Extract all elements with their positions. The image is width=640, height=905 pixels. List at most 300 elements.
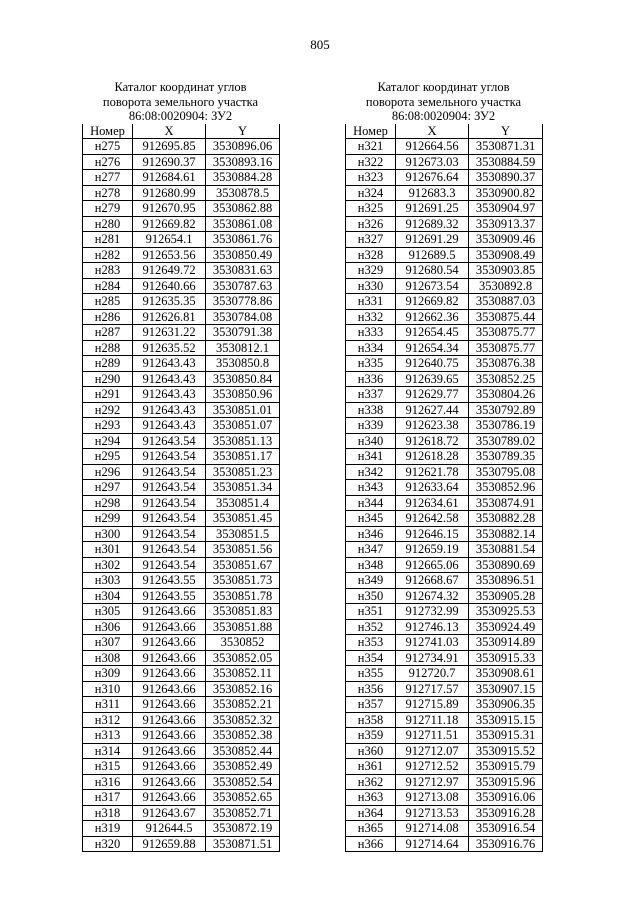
table-row bbox=[83, 681, 280, 697]
x-coordinate-cell: 912626.81 bbox=[133, 309, 206, 325]
table-row bbox=[346, 542, 543, 558]
point-number-cell: н357 bbox=[346, 697, 396, 713]
table-row bbox=[83, 387, 280, 403]
x-coordinate-cell: 912659.88 bbox=[133, 836, 206, 852]
y-coordinate-cell: 3530851.13 bbox=[206, 433, 280, 449]
table-row bbox=[83, 542, 280, 558]
x-coordinate-cell: 912640.66 bbox=[133, 278, 206, 294]
y-coordinate-cell: 3530852.71 bbox=[206, 805, 280, 821]
x-coordinate-cell: 912712.97 bbox=[396, 774, 469, 790]
y-coordinate-cell: 3530851.45 bbox=[206, 511, 280, 527]
y-coordinate-cell: 3530851.34 bbox=[206, 480, 280, 496]
point-number-cell: н318 bbox=[83, 805, 133, 821]
point-number-cell: н278 bbox=[83, 185, 133, 201]
table-row bbox=[346, 263, 543, 279]
table-row bbox=[346, 728, 543, 744]
table-row bbox=[346, 604, 543, 620]
table-row bbox=[346, 743, 543, 759]
point-number-cell: н339 bbox=[346, 418, 396, 434]
y-coordinate-cell: 3530909.46 bbox=[469, 232, 543, 248]
y-coordinate-cell: 3530851.67 bbox=[206, 557, 280, 573]
x-coordinate-cell: 912643.54 bbox=[133, 511, 206, 527]
y-coordinate-cell: 3530786.19 bbox=[469, 418, 543, 434]
table-row bbox=[346, 418, 543, 434]
header-y: Y bbox=[206, 124, 280, 139]
table-row bbox=[83, 666, 280, 682]
table-row bbox=[83, 154, 280, 170]
x-coordinate-cell: 912644.5 bbox=[133, 821, 206, 837]
x-coordinate-cell: 912621.78 bbox=[396, 464, 469, 480]
y-coordinate-cell: 3530905.28 bbox=[469, 588, 543, 604]
x-coordinate-cell: 912631.22 bbox=[133, 325, 206, 341]
x-coordinate-cell: 912643.54 bbox=[133, 526, 206, 542]
x-coordinate-cell: 912673.54 bbox=[396, 278, 469, 294]
point-number-cell: н309 bbox=[83, 666, 133, 682]
x-coordinate-cell: 912635.52 bbox=[133, 340, 206, 356]
table-row bbox=[83, 836, 280, 852]
x-coordinate-cell: 912746.13 bbox=[396, 619, 469, 635]
point-number-cell: н304 bbox=[83, 588, 133, 604]
x-coordinate-cell: 912643.66 bbox=[133, 619, 206, 635]
y-coordinate-cell: 3530884.28 bbox=[206, 170, 280, 186]
table-row bbox=[346, 356, 543, 372]
table-body bbox=[83, 139, 280, 852]
x-coordinate-cell: 912629.77 bbox=[396, 387, 469, 403]
x-coordinate-cell: 912662.36 bbox=[396, 309, 469, 325]
point-number-cell: н331 bbox=[346, 294, 396, 310]
table-row bbox=[346, 790, 543, 806]
y-coordinate-cell: 3530852.25 bbox=[469, 371, 543, 387]
point-number-cell: н310 bbox=[83, 681, 133, 697]
table-row bbox=[346, 681, 543, 697]
table-row bbox=[346, 836, 543, 852]
table-row bbox=[83, 371, 280, 387]
x-coordinate-cell: 912720.7 bbox=[396, 666, 469, 682]
table-row bbox=[346, 154, 543, 170]
x-coordinate-cell: 912643.66 bbox=[133, 650, 206, 666]
y-coordinate-cell: 3530852.65 bbox=[206, 790, 280, 806]
y-coordinate-cell: 3530852.16 bbox=[206, 681, 280, 697]
point-number-cell: н281 bbox=[83, 232, 133, 248]
table-row bbox=[83, 821, 280, 837]
point-number-cell: н299 bbox=[83, 511, 133, 527]
x-coordinate-cell: 912643.66 bbox=[133, 743, 206, 759]
x-coordinate-cell: 912691.29 bbox=[396, 232, 469, 248]
x-coordinate-cell: 912643.66 bbox=[133, 666, 206, 682]
point-number-cell: н354 bbox=[346, 650, 396, 666]
table-row bbox=[83, 309, 280, 325]
x-coordinate-cell: 912714.64 bbox=[396, 836, 469, 852]
table-row bbox=[83, 790, 280, 806]
point-number-cell: н296 bbox=[83, 464, 133, 480]
y-coordinate-cell: 3530892.8 bbox=[469, 278, 543, 294]
y-coordinate-cell: 3530882.14 bbox=[469, 526, 543, 542]
x-coordinate-cell: 912643.55 bbox=[133, 588, 206, 604]
point-number-cell: н358 bbox=[346, 712, 396, 728]
y-coordinate-cell: 3530908.61 bbox=[469, 666, 543, 682]
table-row bbox=[346, 247, 543, 263]
y-coordinate-cell: 3530791.38 bbox=[206, 325, 280, 341]
x-coordinate-cell: 912643.66 bbox=[133, 728, 206, 744]
table-row bbox=[346, 759, 543, 775]
point-number-cell: н349 bbox=[346, 573, 396, 589]
point-number-cell: н292 bbox=[83, 402, 133, 418]
point-number-cell: н365 bbox=[346, 821, 396, 837]
y-coordinate-cell: 3530874.91 bbox=[469, 495, 543, 511]
table-row bbox=[346, 805, 543, 821]
x-coordinate-cell: 912643.66 bbox=[133, 697, 206, 713]
table-row bbox=[83, 170, 280, 186]
point-number-cell: н346 bbox=[346, 526, 396, 542]
y-coordinate-cell: 3530850.96 bbox=[206, 387, 280, 403]
point-number-cell: н345 bbox=[346, 511, 396, 527]
y-coordinate-cell: 3530906.35 bbox=[469, 697, 543, 713]
x-coordinate-cell: 912618.28 bbox=[396, 449, 469, 465]
point-number-cell: н276 bbox=[83, 154, 133, 170]
x-coordinate-cell: 912665.06 bbox=[396, 557, 469, 573]
point-number-cell: н305 bbox=[83, 604, 133, 620]
y-coordinate-cell: 3530871.31 bbox=[469, 139, 543, 155]
y-coordinate-cell: 3530862.88 bbox=[206, 201, 280, 217]
y-coordinate-cell: 3530916.76 bbox=[469, 836, 543, 852]
x-coordinate-cell: 912713.53 bbox=[396, 805, 469, 821]
table-row bbox=[346, 712, 543, 728]
y-coordinate-cell: 3530784.08 bbox=[206, 309, 280, 325]
table-row bbox=[83, 712, 280, 728]
caption-line: поворота земельного участка bbox=[102, 94, 259, 109]
x-coordinate-cell: 912643.66 bbox=[133, 635, 206, 651]
x-coordinate-cell: 912676.64 bbox=[396, 170, 469, 186]
point-number-cell: н301 bbox=[83, 542, 133, 558]
y-coordinate-cell: 3530852 bbox=[206, 635, 280, 651]
x-coordinate-cell: 912643.54 bbox=[133, 433, 206, 449]
y-coordinate-cell: 3530881.54 bbox=[469, 542, 543, 558]
table-row bbox=[83, 573, 280, 589]
table-row bbox=[83, 495, 280, 511]
y-coordinate-cell: 3530851.5 bbox=[206, 526, 280, 542]
y-coordinate-cell: 3530916.54 bbox=[469, 821, 543, 837]
y-coordinate-cell: 3530876.38 bbox=[469, 356, 543, 372]
table-row bbox=[346, 185, 543, 201]
point-number-cell: н334 bbox=[346, 340, 396, 356]
y-coordinate-cell: 3530915.96 bbox=[469, 774, 543, 790]
y-coordinate-cell: 3530861.76 bbox=[206, 232, 280, 248]
y-coordinate-cell: 3530925.53 bbox=[469, 604, 543, 620]
y-coordinate-cell: 3530852.05 bbox=[206, 650, 280, 666]
table-row bbox=[346, 526, 543, 542]
x-coordinate-cell: 912633.64 bbox=[396, 480, 469, 496]
y-coordinate-cell: 3530852.11 bbox=[206, 666, 280, 682]
y-coordinate-cell: 3530851.17 bbox=[206, 449, 280, 465]
point-number-cell: н311 bbox=[83, 697, 133, 713]
x-coordinate-cell: 912714.08 bbox=[396, 821, 469, 837]
point-number-cell: н298 bbox=[83, 495, 133, 511]
table-row bbox=[83, 247, 280, 263]
table-row bbox=[83, 433, 280, 449]
point-number-cell: н306 bbox=[83, 619, 133, 635]
coordinate-catalog-left bbox=[82, 80, 279, 852]
catalog-caption bbox=[82, 80, 279, 124]
y-coordinate-cell: 3530778.86 bbox=[206, 294, 280, 310]
table-row bbox=[346, 402, 543, 418]
y-coordinate-cell: 3530787.63 bbox=[206, 278, 280, 294]
y-coordinate-cell: 3530850.84 bbox=[206, 371, 280, 387]
point-number-cell: н336 bbox=[346, 371, 396, 387]
x-coordinate-cell: 912670.95 bbox=[133, 201, 206, 217]
table-row bbox=[346, 232, 543, 248]
x-coordinate-cell: 912643.66 bbox=[133, 604, 206, 620]
x-coordinate-cell: 912643.54 bbox=[133, 464, 206, 480]
caption-line: Каталог координат углов bbox=[377, 80, 510, 94]
table-row bbox=[83, 325, 280, 341]
point-number-cell: н283 bbox=[83, 263, 133, 279]
y-coordinate-cell: 3530882.28 bbox=[469, 511, 543, 527]
coordinate-table bbox=[345, 124, 543, 853]
table-row bbox=[346, 464, 543, 480]
point-number-cell: н343 bbox=[346, 480, 396, 496]
x-coordinate-cell: 912711.18 bbox=[396, 712, 469, 728]
y-coordinate-cell: 3530852.54 bbox=[206, 774, 280, 790]
point-number-cell: н320 bbox=[83, 836, 133, 852]
header-row bbox=[346, 124, 543, 139]
y-coordinate-cell: 3530851.56 bbox=[206, 542, 280, 558]
y-coordinate-cell: 3530878.5 bbox=[206, 185, 280, 201]
point-number-cell: н284 bbox=[83, 278, 133, 294]
x-coordinate-cell: 912683.3 bbox=[396, 185, 469, 201]
table-row bbox=[346, 697, 543, 713]
table-row bbox=[346, 139, 543, 155]
y-coordinate-cell: 3530875.44 bbox=[469, 309, 543, 325]
x-coordinate-cell: 912643.43 bbox=[133, 356, 206, 372]
x-coordinate-cell: 912741.03 bbox=[396, 635, 469, 651]
table-row bbox=[346, 325, 543, 341]
y-coordinate-cell: 3530851.83 bbox=[206, 604, 280, 620]
point-number-cell: н333 bbox=[346, 325, 396, 341]
y-coordinate-cell: 3530851.23 bbox=[206, 464, 280, 480]
y-coordinate-cell: 3530903.85 bbox=[469, 263, 543, 279]
header-number: Номер bbox=[346, 124, 396, 139]
point-number-cell: н340 bbox=[346, 433, 396, 449]
point-number-cell: н302 bbox=[83, 557, 133, 573]
x-coordinate-cell: 912646.15 bbox=[396, 526, 469, 542]
x-coordinate-cell: 912691.25 bbox=[396, 201, 469, 217]
x-coordinate-cell: 912639.65 bbox=[396, 371, 469, 387]
y-coordinate-cell: 3530872.19 bbox=[206, 821, 280, 837]
x-coordinate-cell: 912673.03 bbox=[396, 154, 469, 170]
point-number-cell: н275 bbox=[83, 139, 133, 155]
point-number-cell: н355 bbox=[346, 666, 396, 682]
point-number-cell: н338 bbox=[346, 402, 396, 418]
point-number-cell: н353 bbox=[346, 635, 396, 651]
table-row bbox=[346, 635, 543, 651]
x-coordinate-cell: 912635.35 bbox=[133, 294, 206, 310]
x-coordinate-cell: 912654.34 bbox=[396, 340, 469, 356]
table-row bbox=[83, 464, 280, 480]
page-number: 805 bbox=[310, 37, 330, 52]
x-coordinate-cell: 912689.32 bbox=[396, 216, 469, 232]
y-coordinate-cell: 3530915.79 bbox=[469, 759, 543, 775]
table-row bbox=[346, 371, 543, 387]
table-row bbox=[346, 449, 543, 465]
x-coordinate-cell: 912643.66 bbox=[133, 774, 206, 790]
y-coordinate-cell: 3530852.44 bbox=[206, 743, 280, 759]
y-coordinate-cell: 3530875.77 bbox=[469, 325, 543, 341]
point-number-cell: н317 bbox=[83, 790, 133, 806]
y-coordinate-cell: 3530850.8 bbox=[206, 356, 280, 372]
table-row bbox=[346, 511, 543, 527]
table-row bbox=[346, 170, 543, 186]
header-row bbox=[83, 124, 280, 139]
y-coordinate-cell: 3530852.32 bbox=[206, 712, 280, 728]
table-row bbox=[83, 619, 280, 635]
y-coordinate-cell: 3530850.49 bbox=[206, 247, 280, 263]
y-coordinate-cell: 3530915.15 bbox=[469, 712, 543, 728]
table-body bbox=[346, 139, 543, 852]
table-row bbox=[346, 573, 543, 589]
coordinate-catalog-right bbox=[345, 80, 542, 852]
y-coordinate-cell: 3530851.88 bbox=[206, 619, 280, 635]
table-row bbox=[346, 216, 543, 232]
point-number-cell: н308 bbox=[83, 650, 133, 666]
point-number-cell: н297 bbox=[83, 480, 133, 496]
y-coordinate-cell: 3530887.03 bbox=[469, 294, 543, 310]
table-row bbox=[83, 201, 280, 217]
x-coordinate-cell: 912684.61 bbox=[133, 170, 206, 186]
y-coordinate-cell: 3530890.37 bbox=[469, 170, 543, 186]
x-coordinate-cell: 912643.43 bbox=[133, 387, 206, 403]
point-number-cell: н322 bbox=[346, 154, 396, 170]
y-coordinate-cell: 3530907.15 bbox=[469, 681, 543, 697]
x-coordinate-cell: 912643.67 bbox=[133, 805, 206, 821]
table-row bbox=[83, 588, 280, 604]
x-coordinate-cell: 912680.54 bbox=[396, 263, 469, 279]
point-number-cell: н363 bbox=[346, 790, 396, 806]
point-number-cell: н286 bbox=[83, 309, 133, 325]
table-row bbox=[83, 356, 280, 372]
y-coordinate-cell: 3530851.07 bbox=[206, 418, 280, 434]
table-row bbox=[346, 495, 543, 511]
caption-line: 86:08:0020904: ЗУ2 bbox=[128, 109, 233, 123]
point-number-cell: н293 bbox=[83, 418, 133, 434]
y-coordinate-cell: 3530916.28 bbox=[469, 805, 543, 821]
table-row bbox=[346, 666, 543, 682]
y-coordinate-cell: 3530852.21 bbox=[206, 697, 280, 713]
header-x: X bbox=[396, 124, 469, 139]
x-coordinate-cell: 912712.52 bbox=[396, 759, 469, 775]
point-number-cell: н352 bbox=[346, 619, 396, 635]
y-coordinate-cell: 3530852.96 bbox=[469, 480, 543, 496]
header-y: Y bbox=[469, 124, 543, 139]
point-number-cell: н328 bbox=[346, 247, 396, 263]
y-coordinate-cell: 3530812.1 bbox=[206, 340, 280, 356]
caption-line: поворота земельного участка bbox=[365, 94, 522, 109]
y-coordinate-cell: 3530789.35 bbox=[469, 449, 543, 465]
x-coordinate-cell: 912618.72 bbox=[396, 433, 469, 449]
x-coordinate-cell: 912643.43 bbox=[133, 371, 206, 387]
header-x: X bbox=[133, 124, 206, 139]
x-coordinate-cell: 912659.19 bbox=[396, 542, 469, 558]
point-number-cell: н366 bbox=[346, 836, 396, 852]
table-row bbox=[83, 650, 280, 666]
y-coordinate-cell: 3530851.73 bbox=[206, 573, 280, 589]
point-number-cell: н288 bbox=[83, 340, 133, 356]
table-row bbox=[83, 526, 280, 542]
y-coordinate-cell: 3530851.01 bbox=[206, 402, 280, 418]
table-row bbox=[83, 449, 280, 465]
x-coordinate-cell: 912734.91 bbox=[396, 650, 469, 666]
x-coordinate-cell: 912643.66 bbox=[133, 681, 206, 697]
point-number-cell: н319 bbox=[83, 821, 133, 837]
point-number-cell: н314 bbox=[83, 743, 133, 759]
point-number-cell: н337 bbox=[346, 387, 396, 403]
y-coordinate-cell: 3530792.89 bbox=[469, 402, 543, 418]
point-number-cell: н312 bbox=[83, 712, 133, 728]
point-number-cell: н291 bbox=[83, 387, 133, 403]
table-row bbox=[346, 387, 543, 403]
table-row bbox=[83, 278, 280, 294]
table-row bbox=[83, 697, 280, 713]
point-number-cell: н282 bbox=[83, 247, 133, 263]
y-coordinate-cell: 3530924.49 bbox=[469, 619, 543, 635]
table-row bbox=[83, 511, 280, 527]
point-number-cell: н280 bbox=[83, 216, 133, 232]
x-coordinate-cell: 912712.07 bbox=[396, 743, 469, 759]
table-row bbox=[83, 263, 280, 279]
point-number-cell: н356 bbox=[346, 681, 396, 697]
table-row bbox=[83, 774, 280, 790]
table-row bbox=[83, 635, 280, 651]
table-row bbox=[83, 402, 280, 418]
point-number-cell: н351 bbox=[346, 604, 396, 620]
y-coordinate-cell: 3530896.06 bbox=[206, 139, 280, 155]
x-coordinate-cell: 912643.66 bbox=[133, 790, 206, 806]
table-row bbox=[83, 480, 280, 496]
y-coordinate-cell: 3530804.26 bbox=[469, 387, 543, 403]
table-row bbox=[346, 433, 543, 449]
x-coordinate-cell: 912715.89 bbox=[396, 697, 469, 713]
table-row bbox=[83, 216, 280, 232]
y-coordinate-cell: 3530904.97 bbox=[469, 201, 543, 217]
point-number-cell: н285 bbox=[83, 294, 133, 310]
table-row bbox=[346, 650, 543, 666]
table-row bbox=[346, 774, 543, 790]
point-number-cell: н279 bbox=[83, 201, 133, 217]
y-coordinate-cell: 3530896.51 bbox=[469, 573, 543, 589]
table-row bbox=[83, 604, 280, 620]
table-row bbox=[346, 201, 543, 217]
point-number-cell: н348 bbox=[346, 557, 396, 573]
x-coordinate-cell: 912674.32 bbox=[396, 588, 469, 604]
x-coordinate-cell: 912623.38 bbox=[396, 418, 469, 434]
x-coordinate-cell: 912713.08 bbox=[396, 790, 469, 806]
table-row bbox=[346, 480, 543, 496]
y-coordinate-cell: 3530851.4 bbox=[206, 495, 280, 511]
x-coordinate-cell: 912654.1 bbox=[133, 232, 206, 248]
y-coordinate-cell: 3530915.31 bbox=[469, 728, 543, 744]
point-number-cell: н294 bbox=[83, 433, 133, 449]
point-number-cell: н287 bbox=[83, 325, 133, 341]
point-number-cell: н313 bbox=[83, 728, 133, 744]
x-coordinate-cell: 912689.5 bbox=[396, 247, 469, 263]
x-coordinate-cell: 912669.82 bbox=[396, 294, 469, 310]
point-number-cell: н342 bbox=[346, 464, 396, 480]
table-row bbox=[83, 139, 280, 155]
table-row bbox=[83, 743, 280, 759]
point-number-cell: н327 bbox=[346, 232, 396, 248]
point-number-cell: н303 bbox=[83, 573, 133, 589]
point-number-cell: н277 bbox=[83, 170, 133, 186]
x-coordinate-cell: 912732.99 bbox=[396, 604, 469, 620]
